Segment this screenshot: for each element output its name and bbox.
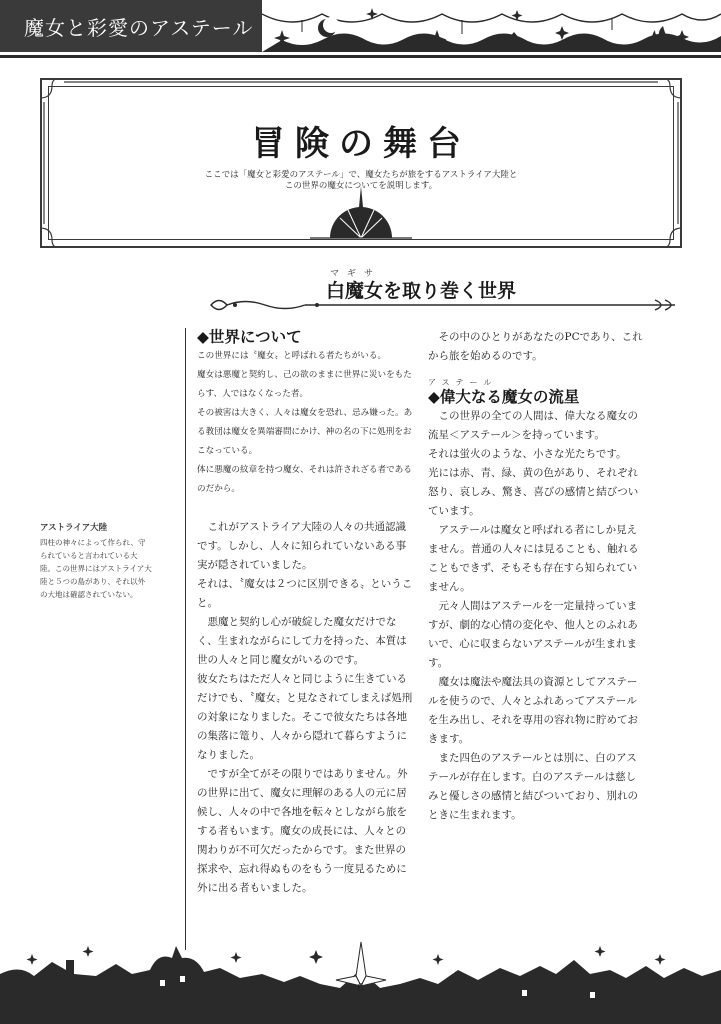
intro-paragraph: 魔女は悪魔と契約し、己の欲のままに世界に災いをもたらす、人ではなくなった者。 xyxy=(197,370,412,399)
intro-line: この世界の魔女についてを説明します。 xyxy=(284,181,438,191)
compass-star-icon xyxy=(310,186,412,238)
heading-asteru-ruby: アステール xyxy=(428,378,498,387)
star-icon xyxy=(27,946,666,965)
spacer xyxy=(197,499,413,518)
intro-paragraph: 体に悪魔の紋章を持つ魔女、それは許されざる者であるのだから。 xyxy=(197,465,412,494)
body-paragraph: 彼女たちはただ人々と同じように生きているだけでも、〝魔女〟と見なされてしまえば処刑の対象になりました。そこで彼女たちは各地の集落に篭り、人々から隠れて暮らすようになりました。 xyxy=(197,673,413,761)
body-paragraph: それは蛍火のような、小さな光たちです。 xyxy=(428,448,627,460)
header-ornament-band xyxy=(262,0,721,52)
page-title: 冒険の舞台 xyxy=(251,124,471,164)
heading-world: ◆世界について xyxy=(197,328,302,346)
body-paragraph: ですが全てがその限りではありません。外の世界に出て、魔女に理解のある人の元に居候し、人々の中で各地を転々としながら旅をする者もいます。魔女の成長には、人々との関わりが不可欠だったからです。また世界の探求や、忘れ得ぬものをもう一度見るために外に出る者もいました。 xyxy=(197,768,408,894)
section-heading-ornament xyxy=(205,296,685,314)
spacer xyxy=(428,366,644,378)
section-heading-ruby: マギサ xyxy=(330,269,382,279)
lead-paragraph: その中のひとりがあなたのPCであり、これから旅を始めるのです。 xyxy=(428,331,643,362)
body-paragraph: また四色のアステールとは別に、白のアステールが存在します。白のアステールは慈しみと優しさの感情と結びついており、別れのときに生まれます。 xyxy=(428,752,638,821)
page-number: 6 xyxy=(357,981,364,994)
header-rule xyxy=(0,55,721,58)
body-paragraph: アステールは魔女と呼ばれる者にしか見えません。普通の人々には見ることも、触れることもできず、そもそも存在すら知られていません。 xyxy=(428,524,639,593)
page-header xyxy=(0,0,721,58)
world-intro xyxy=(197,347,413,499)
sidebar-note xyxy=(40,521,152,601)
body-paragraph: これがアストライア大陸の人々の共通認識です。しかし、人々に知られていないある事実が隠されていました。 xyxy=(197,521,407,571)
body-paragraph: この世界の全ての人間は、偉大なる魔女の流星＜アステール＞を持っています。 xyxy=(428,410,638,441)
body-paragraph: 悪魔と契約し心が破綻した魔女だけでなく、生まれながらにして力を持った、本質は世の人々と同じ魔女がいるのです。 xyxy=(197,616,407,666)
compass-star-icon xyxy=(336,942,386,986)
sidebar-text: 四柱の神々によって作られ、守られていると言われている大陸。この世界にはアストライア大陸と５つの島があり、それ以外の大地は確認されていない。 xyxy=(40,538,152,599)
title-intro xyxy=(160,170,562,192)
column-divider xyxy=(185,328,186,950)
section-heading: 白魔女を取り巻く世界 xyxy=(326,280,517,302)
intro-paragraph: その被害は大きく、人々は魔女を恐れ、忌み嫌った。ある教団は魔女を異端審問にかけ、神の名の下に処刑をおこなっている。 xyxy=(197,408,413,456)
left-column xyxy=(197,328,413,898)
sidebar-title: アストライア大陸 xyxy=(40,523,108,533)
body-paragraph: 魔女は魔法や魔法具の資源としてアステールを使うので、人々とふれあってアステールを生み出し、それを専用の容れ物に貯めておきます。 xyxy=(428,676,638,745)
heading-asteru: ◆偉大なる魔女の流星 xyxy=(428,388,580,406)
body-paragraph: 光には赤、青、緑、黄の色があり、それぞれ怒り、哀しみ、驚き、喜びの感情と結びついています。 xyxy=(428,467,639,517)
body-paragraph: それは、〝魔女は２つに区別できる〟ということ。 xyxy=(197,578,413,609)
body-paragraph: 元々人間はアステールを一定量持っていますが、劇的な心情の変化や、他人とのふれあいで、心に収まらないアステールが生まれます。 xyxy=(428,600,638,669)
intro-line: ここでは「魔女と彩愛のアステール」で、魔女たちが旅をするアストライア大陸と xyxy=(204,170,518,180)
right-column xyxy=(428,328,644,825)
title-frame xyxy=(40,78,682,248)
intro-paragraph: この世界には〝魔女〟と呼ばれる者たちがいる。 xyxy=(197,351,387,361)
header-title: 魔女と彩愛のアステール xyxy=(24,16,254,40)
